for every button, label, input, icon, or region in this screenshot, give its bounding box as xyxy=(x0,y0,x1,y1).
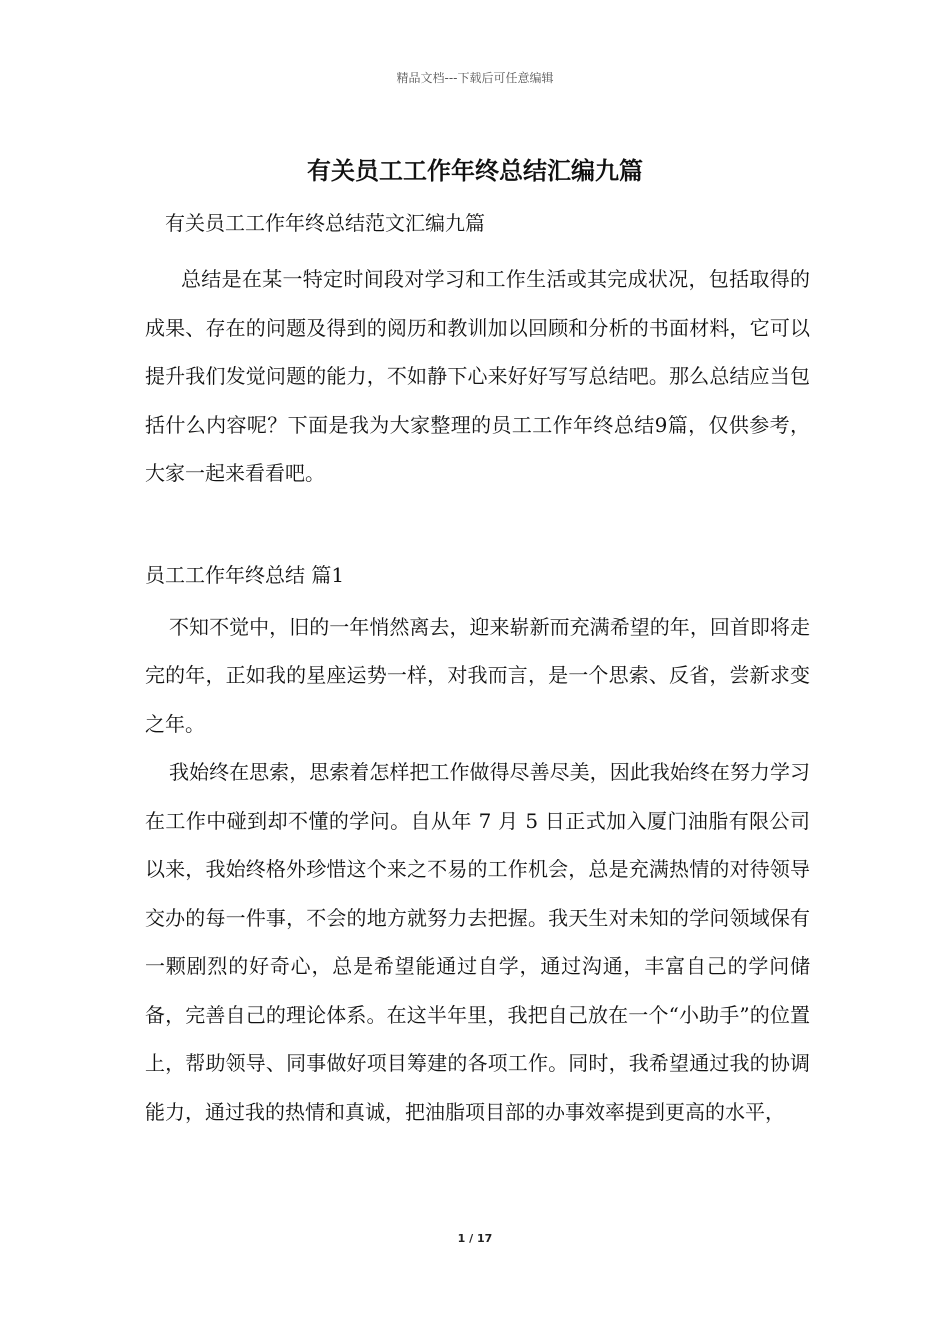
document-body xyxy=(145,208,810,1136)
page-number: 1 / 17 xyxy=(457,1232,493,1245)
section-1-paragraph-1: 不知不觉中，旧的一年悄然离去，迎来崭新而充满希望的年，回首即将走完的年，正如我的星座运势一样，对我而言，是一个思索、反省，尝新求变之年。 xyxy=(145,614,810,736)
section-heading-1: 员工工作年终总结 篇1 xyxy=(145,562,345,587)
intro-paragraph: 总结是在某一特定时间段对学习和工作生活或其完成状况，包括取得的成果、存在的问题及得到的阅历和教训加以回顾和分析的书面材料，它可以提升我们发觉问题的能力，不如静下心来好好写写总结吧。那么总结应当包括什么内容呢？下面是我为大家整理的员工工作年终总结9篇，仅供参考，大家一起来看看吧。 xyxy=(145,267,810,485)
document-subtitle: 有关员工工作年终总结范文汇编九篇 xyxy=(165,211,485,235)
header-note: 精品文档---下载后可任意编辑 xyxy=(396,71,554,85)
section-1-paragraph-2: 我始终在思索，思索着怎样把工作做得尽善尽美，因此我始终在努力学习在工作中碰到却不懂的学问。自从年 7 月 5 日正式加入厦门油脂有限公司以来，我始终格外珍惜这个来之不易的工作机会，总是充满热情的对待领导交办的每一件事，不会的地方就努力去把握。我天生对未知的学问领域保有一颗剧烈的好奇心，总是希望能通过自学，通过沟通，丰富自己的学问储备，完善自己的理论体系。在这半年里，我把自己放在一个“小助手”的位置上，帮助领导、同事做好项目筹建的各项工作。同时，我希望通过我的协调能力，通过我的热情和真诚，把油脂项目部的办事效率提到更高的水平， xyxy=(145,760,810,1124)
document-title: 有关员工工作年终总结汇编九篇 xyxy=(307,157,643,185)
